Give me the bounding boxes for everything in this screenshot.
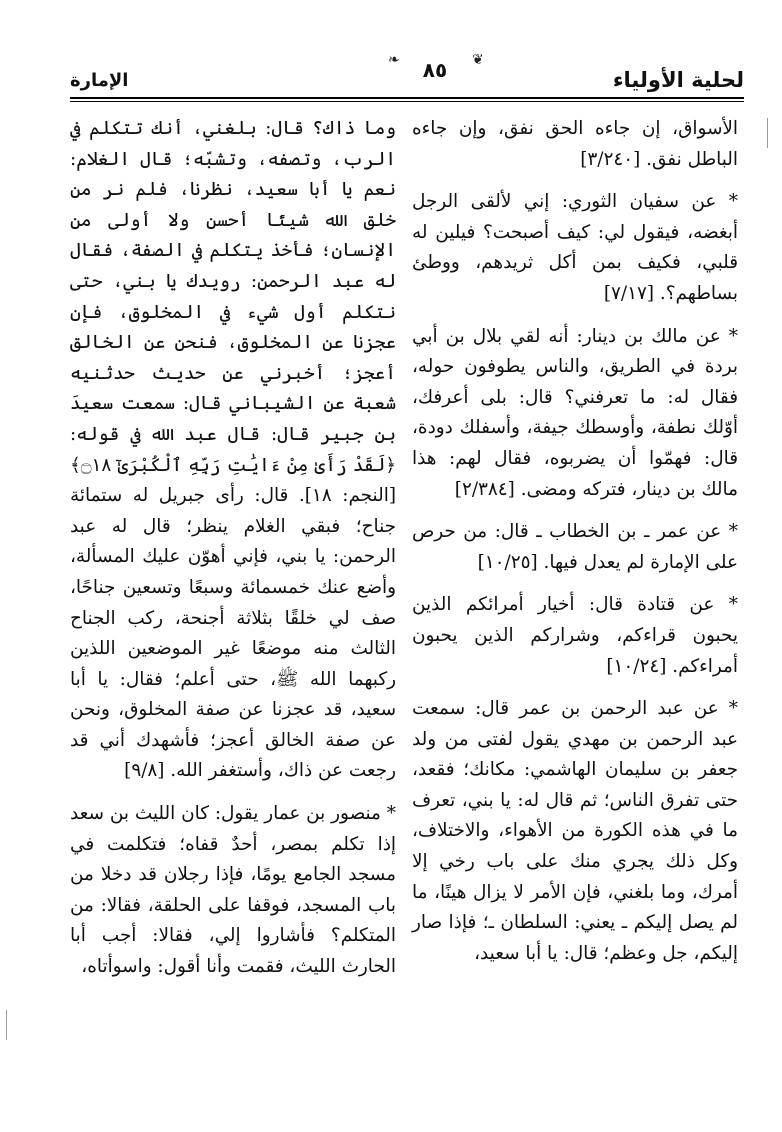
paragraph: * عن عمر ـ بن الخطاب ـ قال: من حرص على الإمارة لم يعدل فيها. [١٠/٢٥]	[412, 521, 738, 573]
paragraph: الأسواق، إن جاءه الحق نفق، وإن جاءه الباطل نفق. [٣/٢٤٠]	[412, 118, 738, 170]
paragraph: * عن عبد الرحمن بن عمر قال: سمعت عبد الرحمن بن مهدي يقول لفتى من ولد جعفر بن سليمان الهاشمي: مكانك؛ فقعد، حتى تفرق الناس؛ ثم قال له: يا بني، تعرف ما في هذه الكورة من الأهواء، والاختلاف، وكل ذلك يجري منك على باب رخي إلا أمرك، وما بلغني، فإن الأمر لا يزال هينًا، ما لم يصل إليكم ـ يعني: السلطان ـ؛ فإذا صار إليكم، جل وعظم؛ قال: يا أبا سعيد،	[412, 698, 738, 964]
page-header	[70, 44, 744, 100]
ornament-icon: ❦	[472, 52, 484, 68]
paragraph: وما ذاك؟ قال: بلغني، أنك تتكلم في الرب، وتصفه، وتشبّه؛ قال الغلام: نعم يا أبا سعيد، نظرنا، فلم نر من خلق الله شيئًا أحسن ولا أولى من الإنسان؛ فأخذ يتكلم في الصفة، فقال له عبد الرحمن: رويدك يا بني، حتى نتكلم أول شيء في المخلوق، فإن عجزنا عن المخلوق، فنحن عن الخالق أعجز؛ أخبرني عن حديث حدثنيه شعبة عن الشيباني قال: سمعت سعيدَ بن جبير قال: قال عبد الله في قوله: ﴿لَقَدْ رَأَىٰ مِنْ ءَايَٰتِ رَبِّهِ ٱلْكُبْرَىٰٓ ۝١٨﴾ [النجم: ١٨]. قال: رأى جبريل له ستمائة جناح؛ فبقي الغلام ينظر؛ قال له عبد الرحمن: يا بني، فإني أهوّن عليك المسألة، وأضع عنك خمسمائة وسبعًا وتسعين جناحًا، صف لي خلقًا بثلاثة أجنحة، ركب الجناح الثالث منه موضعًا غير الموضعين اللذين ركبهما الله ﷺ، حتى أعلم؛ فقال: يا أبا سعيد، قد عجزنا عن صفة المخلوق، ونحن عن صفة الخالق أعجز؛ فأشهدك أني قد رجعت عن ذاك، وأستغفر الله. [٩/٨]	[70, 118, 396, 782]
paragraph: * منصور بن عمار يقول: كان الليث بن سعد إذا تكلم بمصر، أحدٌ قفاه؛ فتكلمت في مسجد الجامع يومًا، فإذا رجلان قد دخلا من باب المسجد، فوقفا على الحلقة، فقالا: من المتكلم؟ فأشاروا إلي، فقالا: أجب أبا الحارث الليث، فقمت وأنا أقول: واسوأتاه،	[70, 803, 396, 978]
section-title: الإمارة	[70, 70, 129, 91]
page-number: ٨٥	[422, 58, 448, 82]
margin-mark	[6, 1010, 7, 1040]
margin-mark	[767, 118, 768, 148]
paragraph: * عن سفيان الثوري: إني لألقى الرجل أبغضه، فيقول لي: كيف أصبحت؟ فيلين له قلبي، فكيف بمن أكل ثريدهم، ووطئ بساطهم؟. [٧/١٧]	[412, 191, 738, 304]
right-column	[412, 114, 738, 981]
header-rule-thin	[70, 101, 744, 102]
left-column	[70, 114, 396, 995]
paragraph: * عن مالك بن دينار: أنه لقي بلال بن أبي بردة في الطريق، والناس يطوفون حوله، فقال له: ما تعرفني؟ قال: بلى أعرفك، أوّلك نطفة، وأوسطك جيفة، وأسفلك دودة، قال: فهمّوا أن يضربوه، فقال لهم: هذا مالك بن دينار، فتركه ومضى. [٢/٣٨٤]	[412, 325, 738, 500]
book-title: لحلية الأولياء	[612, 68, 744, 92]
paragraph: * عن قتادة قال: أخيار أمرائكم الذين يحبون قراءكم، وشراركم الذين يحبون أمراءكم. [١٠/٢٤]	[412, 594, 738, 677]
ornament-icon: ❧	[388, 52, 400, 68]
header-rule	[70, 97, 744, 99]
